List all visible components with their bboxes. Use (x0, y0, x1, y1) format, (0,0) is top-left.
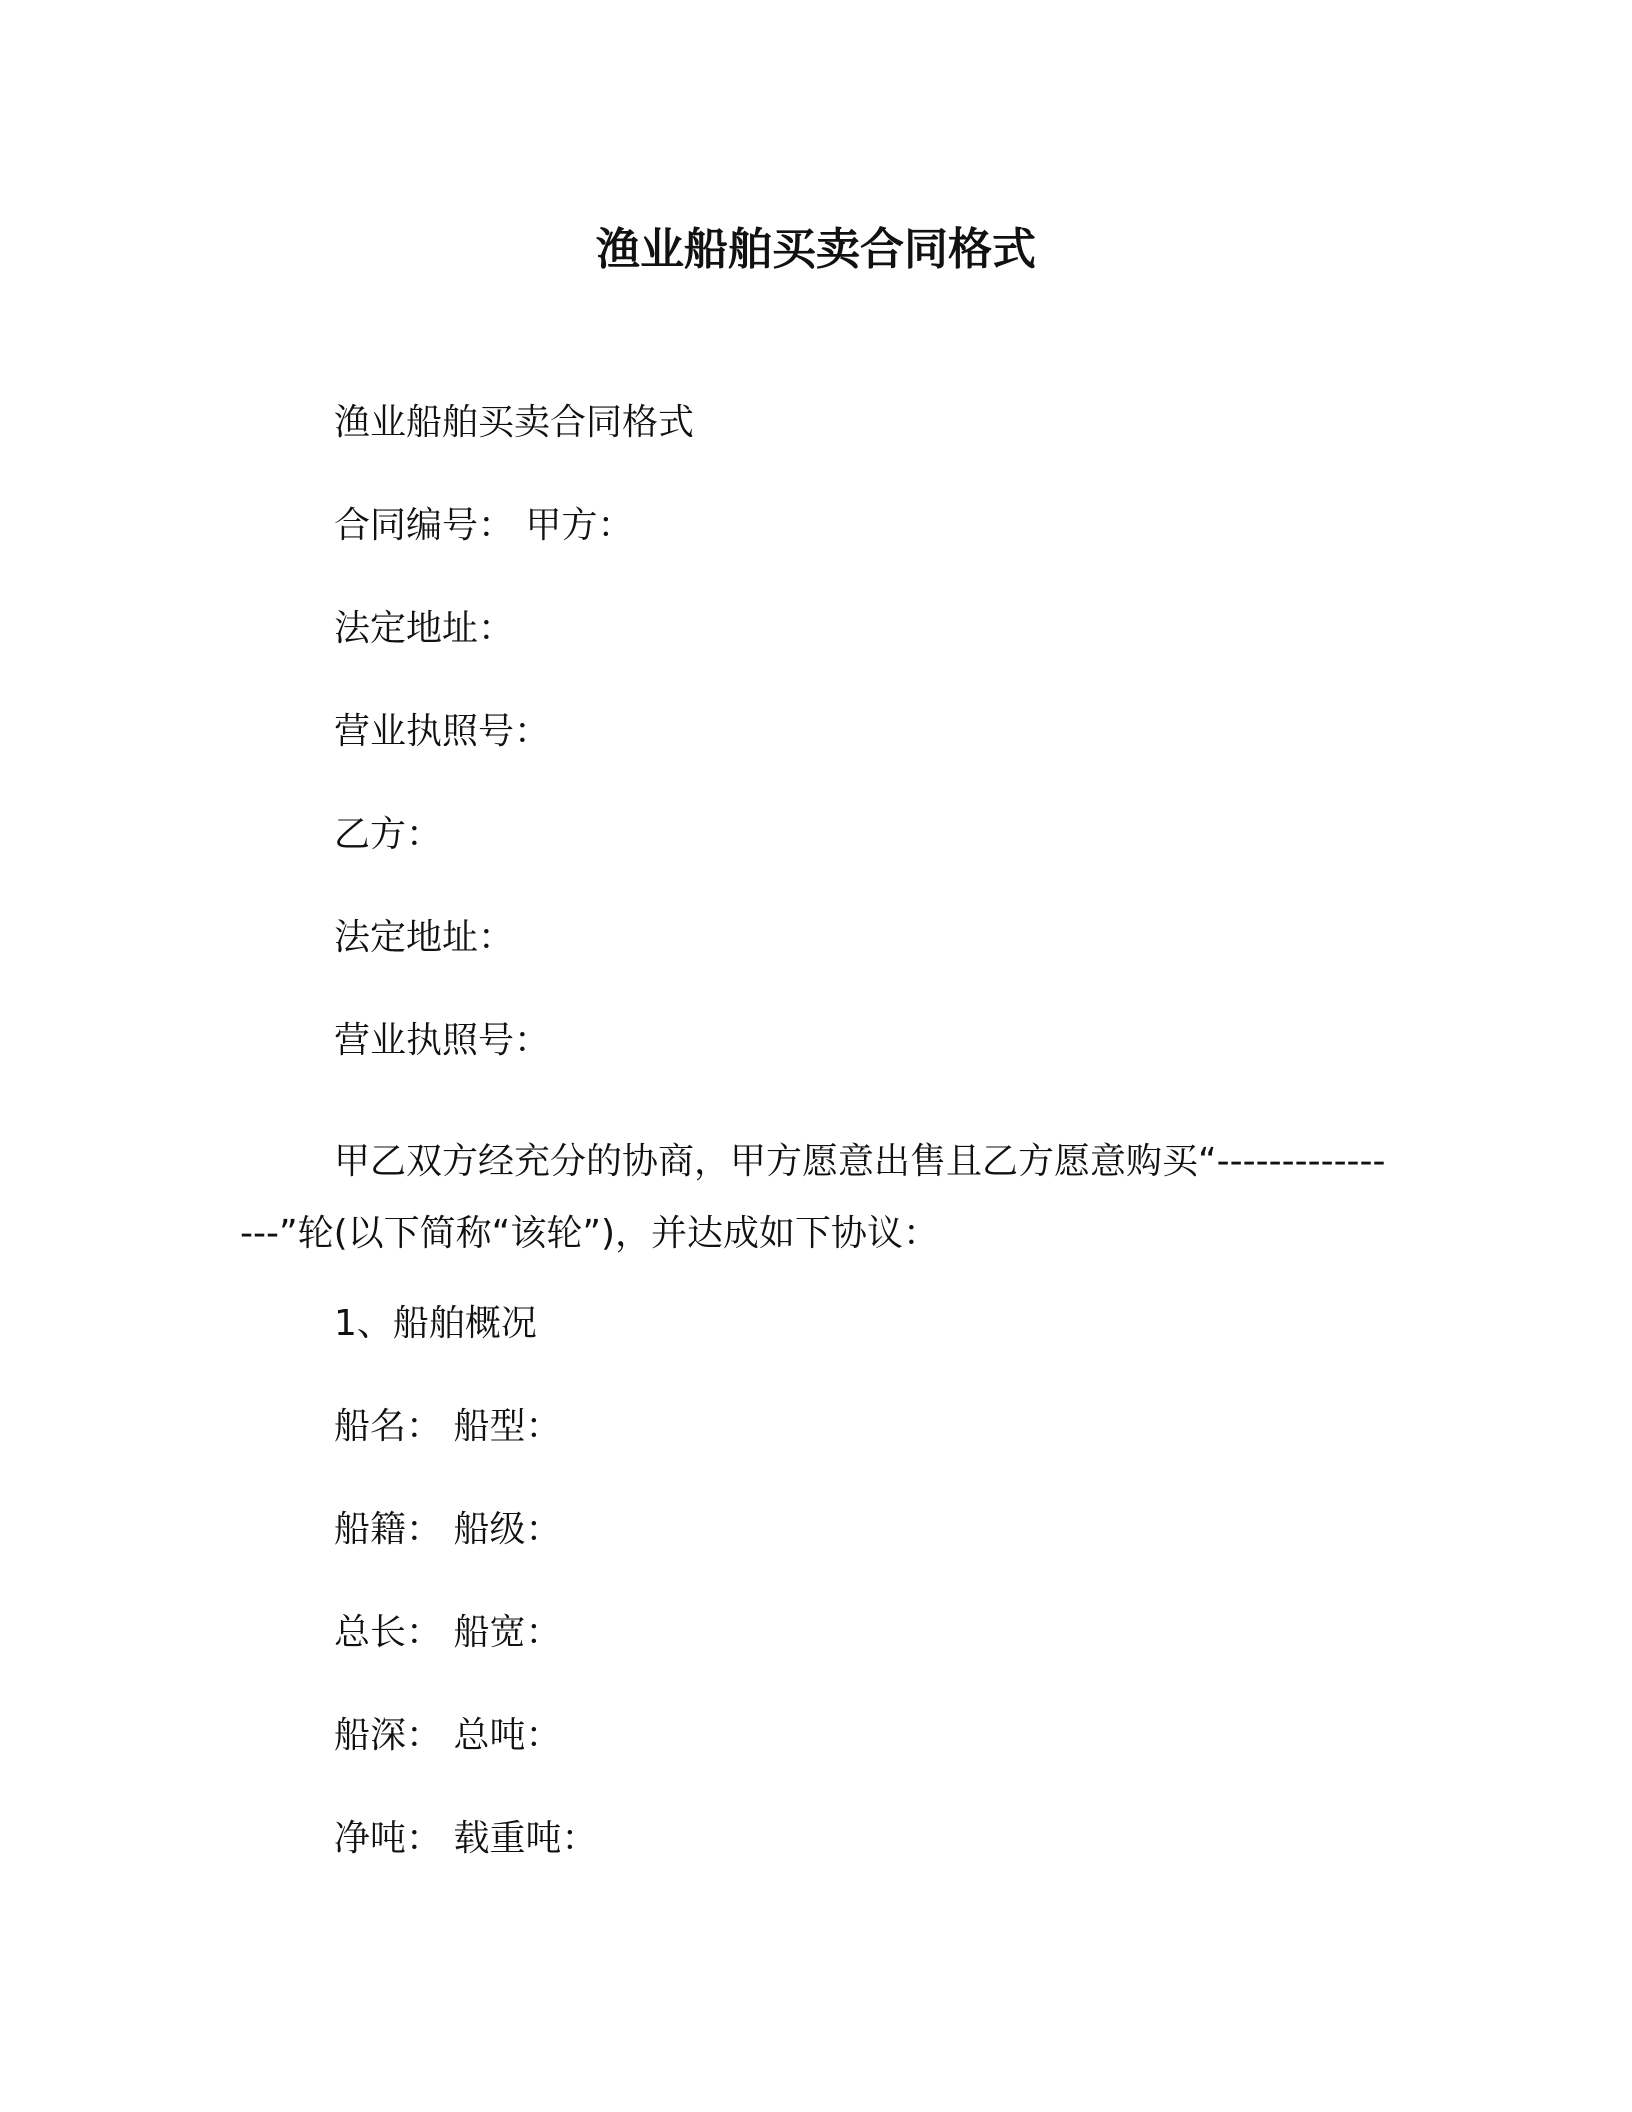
contract-number-line: 合同编号： 甲方： (334, 505, 634, 546)
ship-field-line: 船籍： 船级： (334, 1509, 562, 1550)
party-a-address-line: 法定地址： (334, 608, 515, 649)
agreement-paragraph: 甲乙双方经充分的协商，甲方愿意出售且乙方愿意购买“----------------”轮(以下简称“该轮”)，并达成如下协议： (240, 1141, 1386, 1254)
ship-field-line: 船深： 总吨： (334, 1715, 562, 1756)
document-title: 渔业船舶买卖合同格式 (596, 224, 1036, 275)
party-a-license-line: 营业执照号： (334, 711, 551, 752)
party-b-line: 乙方： (334, 814, 443, 855)
party-b-address-line: 法定地址： (334, 917, 515, 958)
subtitle-line: 渔业船舶买卖合同格式 (334, 402, 695, 443)
party-b-license-line: 营业执照号： (334, 1020, 551, 1061)
section-heading: 1、船舶概况 (334, 1303, 537, 1344)
ship-field-line: 船名： 船型： (334, 1406, 562, 1447)
ship-field-line: 净吨： 载重吨： (334, 1818, 598, 1859)
ship-field-line: 总长： 船宽： (334, 1612, 562, 1653)
